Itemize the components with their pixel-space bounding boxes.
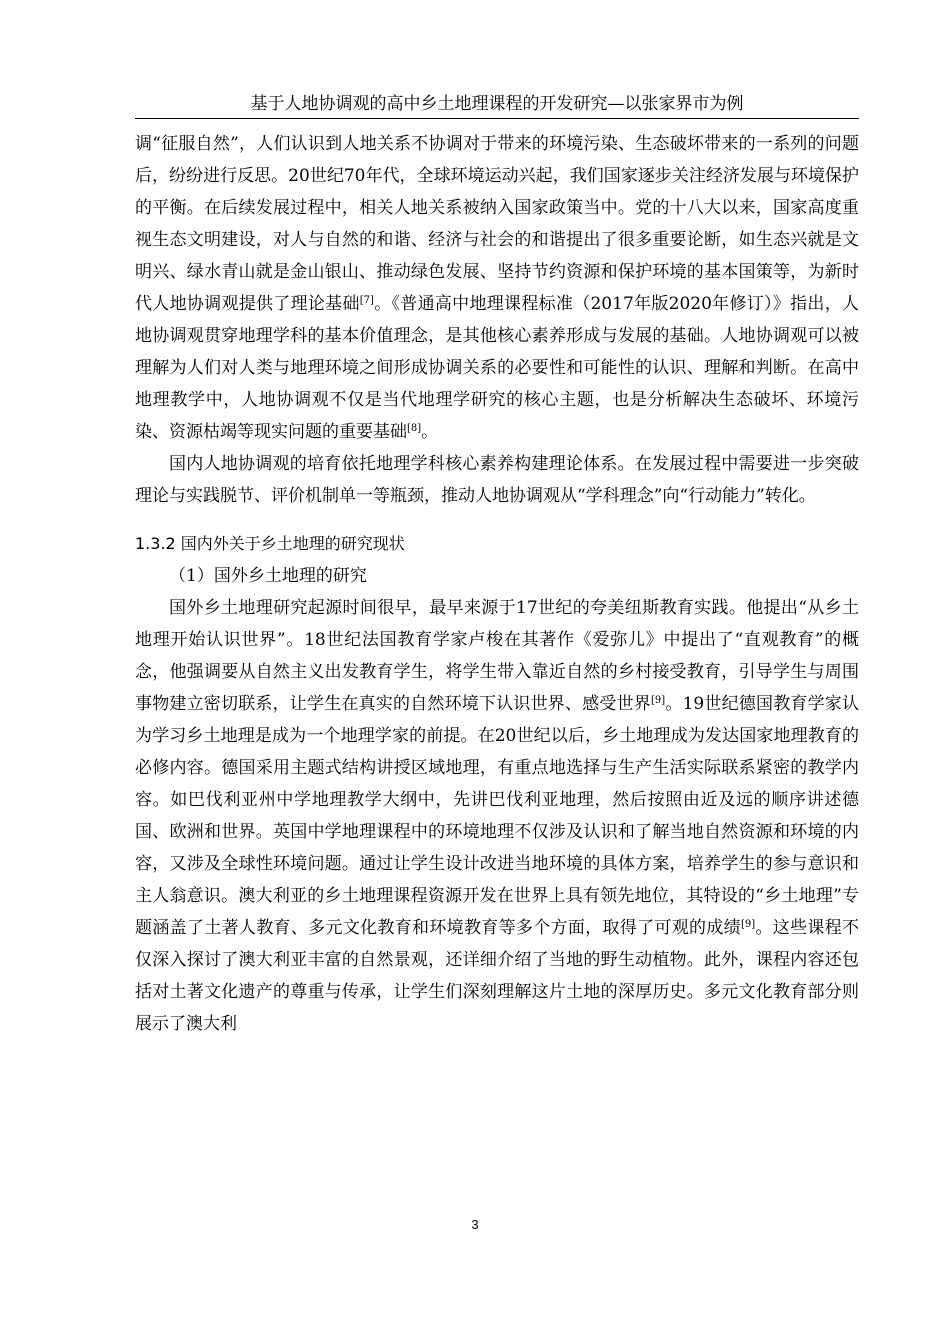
paragraph-text: 。 (421, 422, 439, 442)
citation-ref: [8] (407, 423, 422, 434)
sub-heading: （1）国外乡土地理的研究 (169, 566, 367, 586)
section-heading: 1.3.2 国内外关于乡土地理的研究现状 (135, 534, 405, 553)
paragraph-domestic-cultivation: 国内人地协调观的培育依托地理学科核心素养构建理论体系。在发展过程中需要进一步突破理论与实践脱节、评价机制单一等瓶颈，推动人地协调观从“学科理念”向“行动能力”转化。 (135, 454, 859, 506)
paragraph-text: 。19世纪德国教育学家认为学习乡土地理是成为一个地理学家的前提。在20世纪以后，乡土地理成为发达国家地理教育的必修内容。德国采用主题式结构讲授区域地理，有重点地选择与生产生活实际联系紧密的教学内容。如巴伐利亚州中学地理教学大纲中，先讲巴伐利亚地理，然后按照由近及远的顺序讲述德国、欧洲和世界。英国中学地理课程中的环境地理不仅涉及认识和了解当地自然资源和环境的内容，又涉及全球性环境问题。通过让学生设计改进当地环境的具体方案，培养学生的参与意识和主人翁意识。澳大利亚的乡土地理课程资源开发在世界上具有领先地位，其特设的“乡土地理”专题涵盖了土著人教育、多元文化教育和环境教育等多个方面，取得了可观的成绩 (135, 694, 859, 938)
citation-ref: [7] (359, 295, 374, 306)
page-number: 3 (471, 1217, 479, 1232)
paragraph-text: 国外乡土地理研究起源时间很早，最早来源于17世纪的夸美纽斯教育实践。他提出“从乡土地理开始认识世界”。18世纪法国教育学家卢梭在其著作《爱弥儿》中提出了“直观教育”的概念，他强调要从自然主义出发教育学生，将学生带入靠近自然的乡村接受教育，引导学生与周围事物建立密切联系，让学生在真实的自然环境下认识世界、感受世界 (135, 598, 859, 714)
paragraph-text: 。这些课程不仅深入探讨了澳大利亚丰富的自然景观，还详细介绍了当地的野生动植物。此外，课程内容还包括对土著文化遗产的尊重与传承，让学生们深刻理解这片土地的深厚历史。多元文化教育部分则展示了澳大利 (135, 918, 860, 1034)
body-text (135, 128, 859, 1040)
header-rule (135, 118, 859, 119)
citation-ref: [9] (740, 919, 756, 930)
paragraph-text: 调“征服自然”，人们认识到人地关系不协调对于带来的环境污染、生态破坏带来的一系列的问题后，纷纷进行反思。20世纪70年代，全球环境运动兴起，我们国家逐步关注经济发展与环境保护的平衡。在后续发展过程中，相关人地关系被纳入国家政策当中。党的十八大以来，国家高度重视生态文明建设，对人与自然的和谐、经济与社会的和谐提出了很多重要论断，如生态兴就是文明兴、绿水青山就是金山银山、推动绿色发展、坚持节约资源和保护环境的基本国策等，为新时代人地协调观提供了理论基础 (135, 134, 859, 314)
paragraph-text: 。《普通高中地理课程标准（2017年版2020年修订）》指出，人地协调观贯穿地理学科的基本价值理念，是其他核心素养形成与发展的基础。人地协调观可以被理解为人们对人类与地理环境之间形成协调关系的必要性和可能性的认识、理解和判断。在高中地理教学中，人地协调观不仅是当代地理学研究的核心主题，也是分析解决生态破坏、环境污染、资源枯竭等现实问题的重要基础 (135, 294, 859, 442)
paragraph-foreign-research (135, 592, 859, 1040)
running-header: 基于人地协调观的高中乡土地理课程的开发研究—以张家界市为例 (250, 94, 744, 114)
paragraph-human-earth-harmony (135, 128, 859, 448)
citation-ref: [9] (651, 695, 666, 706)
